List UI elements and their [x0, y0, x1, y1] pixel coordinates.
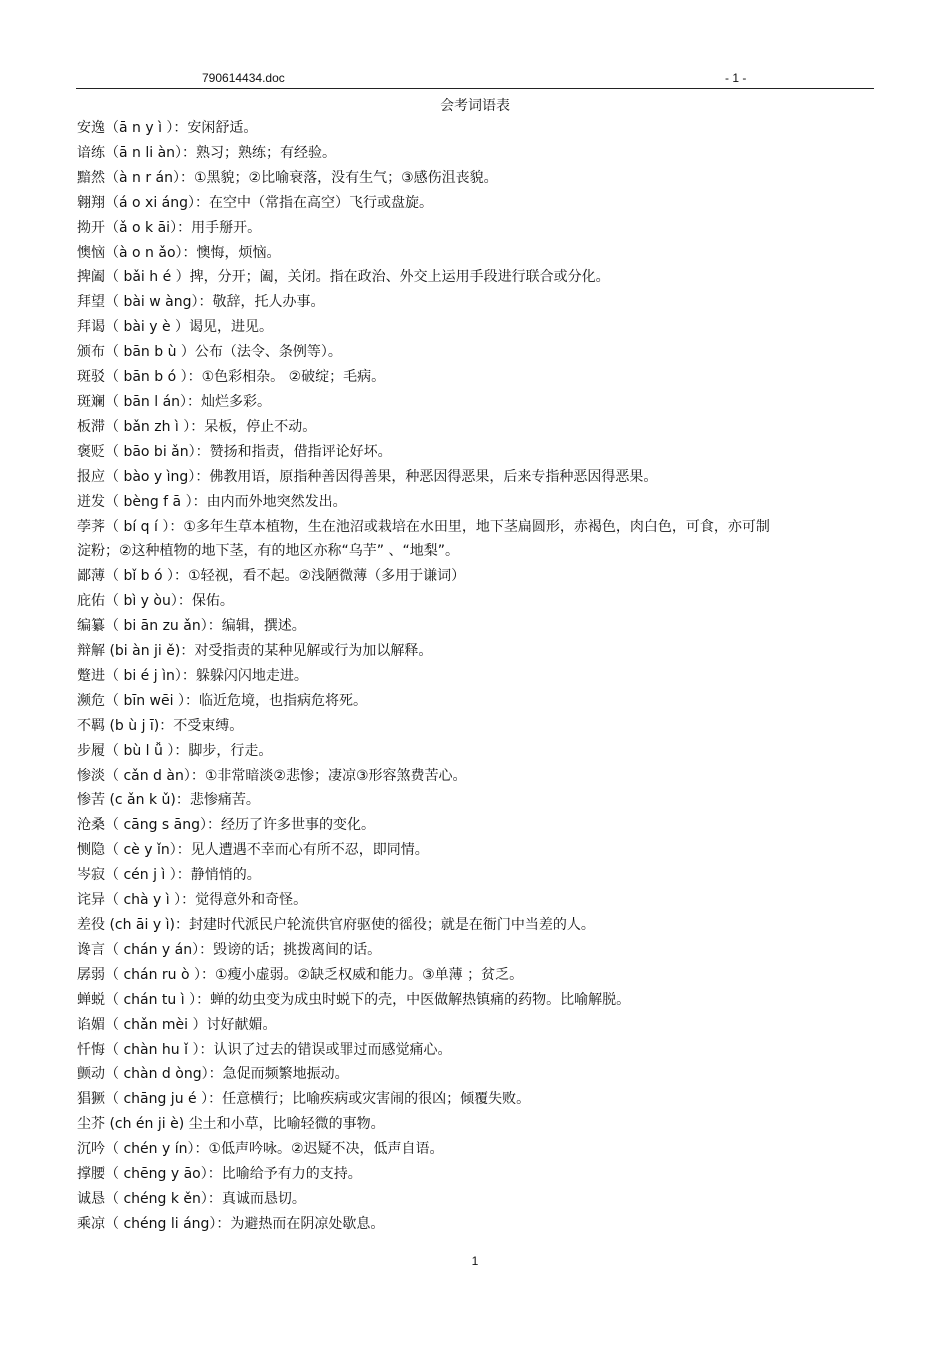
- vocabulary-entry: 安逸（ā n y ì ）：安闲舒适。: [77, 120, 258, 136]
- vocabulary-entry: 尘芥 (ch én ji è) 尘土和小草，比喻轻微的事物。: [77, 1116, 385, 1133]
- vocabulary-entry: 猖獗（ chāng ju é ）：任意横行；比喻疾病或灾害闹的很凶；倾覆失败。: [77, 1091, 531, 1108]
- vocabulary-entry: 乘凉（ chéng li áng）：为避热而在阴凉处歇息。: [77, 1215, 385, 1232]
- vocabulary-entry: 濒危（ bīn wēi ）：临近危境，也指病危将死。: [77, 692, 367, 709]
- header-filename: 790614434.doc: [202, 71, 285, 85]
- header-page-label: - 1 -: [725, 71, 747, 85]
- vocabulary-entry: 懊恼（à o n ǎo）：懊悔，烦恼。: [77, 244, 281, 261]
- vocabulary-entry: 斑驳（ bān b ó ）：①色彩相杂。 ②破绽；毛病。: [77, 369, 386, 386]
- vocabulary-entry: 拗开（ǎ o k āi）：用手掰开。: [77, 219, 262, 236]
- vocabulary-entry: 庇佑（ bì y òu）：保佑。: [77, 593, 234, 610]
- header-rule: [76, 88, 874, 89]
- vocabulary-entry: 忏悔（ chàn hu ǐ ）：认识了过去的错误或罪过而感觉痛心。: [77, 1041, 452, 1058]
- vocabulary-entry: 颤动（ chàn d òng）：急促而频繁地振动。: [77, 1066, 349, 1083]
- page-title: 会考词语表: [440, 98, 510, 114]
- vocabulary-entry: 报应（ bào y ìng）：佛教用语，原指种善因得善果，种恶因得恶果，后来专指种恶因得恶果。: [77, 468, 658, 485]
- vocabulary-entry: 板滞（ bǎn zh ì ）：呆板，停止不动。: [77, 418, 317, 435]
- vocabulary-entry: 蹩进（ bi é j ìn）：躲躲闪闪地走进。: [77, 667, 308, 684]
- vocabulary-list: [77, 116, 877, 1237]
- vocabulary-entry: 诚恳（ chéng k ěn）：真诚而恳切。: [77, 1190, 306, 1207]
- vocabulary-entry: 翱翔（á o xi áng）：在空中（常指在高空）飞行或盘旋。: [77, 194, 434, 211]
- vocabulary-entry: 步履（ bù l ǚ ）：脚步，行走。: [77, 742, 273, 759]
- footer-page-number: 1: [471, 1254, 479, 1268]
- vocabulary-entry: 捭阖（ bǎi h é ）捭，分开；阖，关闭。指在政治、外交上运用手段进行联合或分化。: [77, 269, 610, 286]
- vocabulary-entry: 诧异（ chà y ì ）：觉得意外和奇怪。: [77, 892, 308, 909]
- vocabulary-entry: 不羁 (b ù j ī)：不受束缚。: [77, 717, 244, 734]
- vocabulary-entry: 谄媚（ chǎn mèi ）讨好献媚。: [77, 1016, 277, 1033]
- vocabulary-entry: 淀粉；②这种植物的地下茎，有的地区亦称“乌芋” 、“地梨”。: [77, 543, 460, 560]
- vocabulary-entry: 谗言（ chán y án）：毁谤的话；挑拨离间的话。: [77, 941, 382, 958]
- vocabulary-entry: 恻隐（ cè y ǐn）：见人遭遇不幸而心有所不忍，即同情。: [77, 842, 429, 859]
- vocabulary-entry: 沧桑（ cāng s āng）：经历了许多世事的变化。: [77, 817, 376, 834]
- vocabulary-entry: 辩解 (bi àn ji ě)：对受指责的某种见解或行为加以解释。: [77, 643, 433, 660]
- vocabulary-entry: 颁布（ bān b ù ）公布（法令、条例等）。: [77, 344, 342, 361]
- vocabulary-entry: 褒贬（ bāo bi ǎn）：赞扬和指责，借指评论好坏。: [77, 443, 392, 460]
- vocabulary-entry: 惨淡（ cǎn d àn）：①非常暗淡②悲惨；凄凉③形容煞费苦心。: [77, 767, 467, 784]
- vocabulary-entry: 撑腰（ chēng y āo）：比喻给予有力的支持。: [77, 1166, 362, 1183]
- vocabulary-entry: 拜望（ bài w àng）：敬辞，托人办事。: [77, 294, 325, 311]
- vocabulary-entry: 差役 (ch āi y ì)：封建时代派民户轮流供官府驱使的徭役；就是在衙门中当差的人。: [77, 917, 595, 933]
- vocabulary-entry: 荸荠（ bí q í ）：①多年生草本植物，生在池沼或栽培在水田里，地下茎扁圆形，赤褐色，肉白色，可食，亦可制: [77, 518, 770, 535]
- vocabulary-entry: 谙练（ā n li àn）：熟习；熟练；有经验。: [77, 144, 337, 161]
- vocabulary-entry: 斑斓（ bān l án）：灿烂多彩。: [77, 393, 272, 410]
- vocabulary-entry: 黯然（à n r án）：①黑貌；②比喻衰落，没有生气；③感伤沮丧貌。: [77, 169, 498, 186]
- vocabulary-entry: 惨苦 (c ǎn k ǔ)：悲惨痛苦。: [77, 792, 260, 809]
- vocabulary-entry: 迸发（ bèng f ā ）：由内而外地突然发出。: [77, 493, 347, 510]
- vocabulary-entry: 蝉蜕（ chán tu ì ）：蝉的幼虫变为成虫时蜕下的壳，中医做解热镇痛的药物。比喻解脱。: [77, 991, 631, 1008]
- vocabulary-entry: 鄙薄（ bǐ b ó ）：①轻视，看不起。②浅陋微薄（多用于谦词）: [77, 568, 466, 585]
- vocabulary-entry: 岑寂（ cén j ì ）：静悄悄的。: [77, 867, 261, 884]
- vocabulary-entry: 编纂（ bi ān zu ǎn）：编辑，撰述。: [77, 618, 306, 635]
- vocabulary-entry: 拜谒（ bài y è ）谒见，进见。: [77, 319, 274, 336]
- vocabulary-entry: 孱弱（ chán ru ò ）：①瘦小虚弱。②缺乏权威和能力。③单薄 ；贫乏。: [77, 966, 524, 983]
- vocabulary-entry: 沉吟（ chén y ín）：①低声吟咏。②迟疑不决，低声自语。: [77, 1141, 444, 1158]
